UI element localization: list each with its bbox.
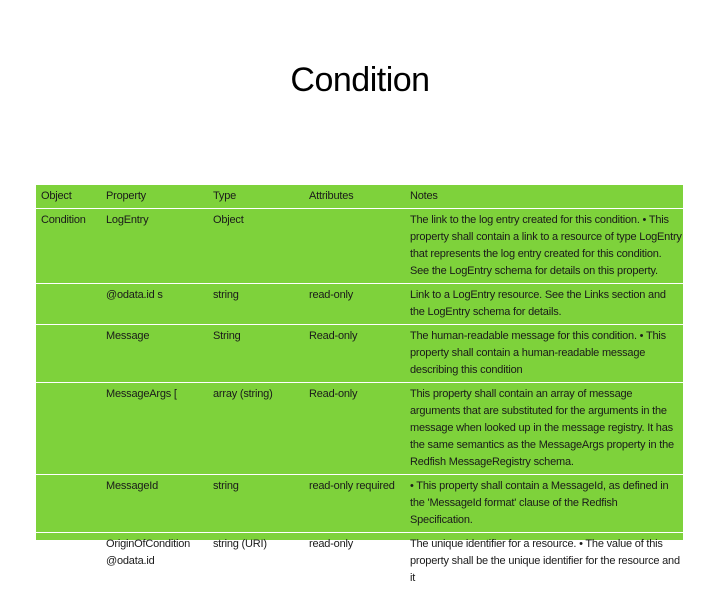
cell-notes: This property shall contain an array of message arguments that are substituted for the arguments in the message when looked up in the message registry. It has the same semantics as the MessageArgs property in the Redfish MessageRegistry schema. (405, 383, 683, 475)
cell-property: @odata.id s (101, 284, 208, 325)
cell-attributes: read-only (304, 284, 405, 325)
table-row (36, 533, 683, 591)
cell-attributes: read-only required (304, 475, 405, 533)
header-property: Property (101, 185, 208, 209)
cell-attributes (304, 209, 405, 284)
header-notes: Notes (405, 185, 683, 209)
cell-type: string (208, 475, 304, 533)
cell-type: array (string) (208, 383, 304, 475)
cell-property: Message (101, 325, 208, 383)
cell-object: Condition (36, 209, 101, 284)
cell-object (36, 475, 101, 533)
page-title: Condition (290, 61, 430, 99)
cell-notes: The link to the log entry created for this condition. • This property shall contain a link to a resource of type LogEntry that represents the log entry created for this condition. See the LogEntry schema for details on this property. (405, 209, 683, 284)
properties-table (36, 185, 683, 591)
cell-type: string (208, 284, 304, 325)
table-row (36, 325, 683, 383)
cell-notes: The human-readable message for this condition. • This property shall contain a human-readable message describing this condition (405, 325, 683, 383)
cell-attributes: Read-only (304, 325, 405, 383)
properties-table-container (36, 185, 683, 584)
cell-type: string (URI) (208, 533, 304, 591)
cell-property: MessageArgs [ (101, 383, 208, 475)
cell-object (36, 284, 101, 325)
cell-notes: The unique identifier for a resource. • The value of this property shall be the unique identifier for the resource and it (405, 533, 683, 591)
cell-object (36, 325, 101, 383)
cell-object (36, 533, 101, 591)
cell-property: MessageId (101, 475, 208, 533)
cell-notes: Link to a LogEntry resource. See the Links section and the LogEntry schema for details. (405, 284, 683, 325)
table-row (36, 284, 683, 325)
cell-property: OriginOfCondition @odata.id (101, 533, 208, 591)
cell-property: LogEntry (101, 209, 208, 284)
cell-type: String (208, 325, 304, 383)
table-row (36, 475, 683, 533)
table-row (36, 383, 683, 475)
header-object: Object (36, 185, 101, 209)
cell-notes: • This property shall contain a MessageId, as defined in the 'MessageId format' clause of the Redfish Specification. (405, 475, 683, 533)
table-header-row (36, 185, 683, 209)
cell-attributes: read-only (304, 533, 405, 591)
cell-type: Object (208, 209, 304, 284)
header-attributes: Attributes (304, 185, 405, 209)
cell-attributes: Read-only (304, 383, 405, 475)
cell-object (36, 383, 101, 475)
header-type: Type (208, 185, 304, 209)
table-row (36, 209, 683, 284)
